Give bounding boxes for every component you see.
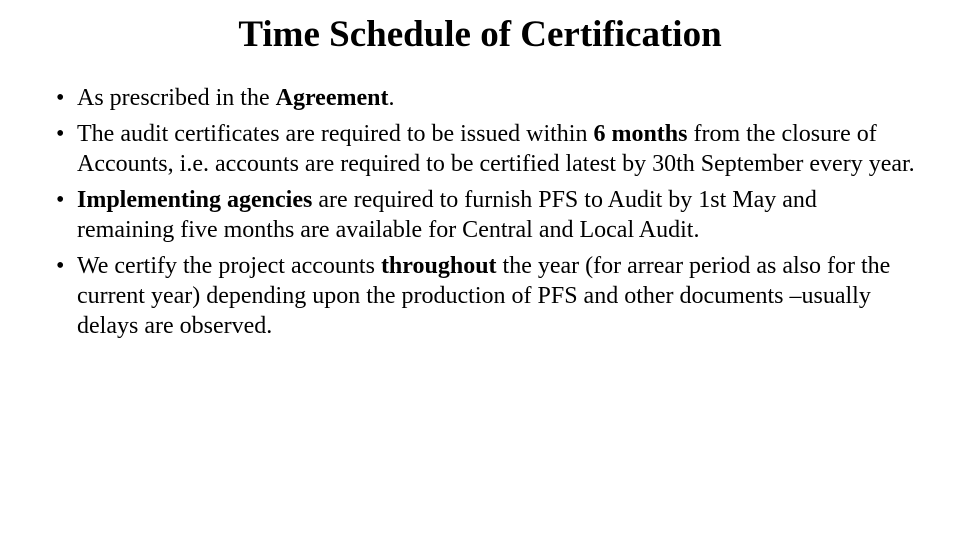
bullet-text-segment: The audit certificates are required to be issued within [77,121,594,147]
bullet-text-bold: 6 months [593,121,688,147]
bullet-item [56,185,916,245]
bullet-text-segment: from the closure of Accounts, i.e. accounts are required to be certified latest by 30th September every year. [77,121,915,177]
bullet-marker: • [56,121,65,147]
bullet-text-segment: are required to furnish PFS to Audit by 1st May and remaining five months are available for Central and Local Audit. [77,187,817,243]
bullet-marker: • [56,187,65,213]
bullet-text-segment: . [388,85,395,111]
bullet-text-bold: Agreement [275,85,389,111]
bullet-item [56,119,916,179]
slide-title: Time Schedule of Certification [238,14,722,55]
bullet-text-segment: We certify the project accounts [77,253,381,279]
bullet-item [56,83,916,113]
bullet-text-bold: throughout [380,253,497,279]
bullet-text-segment: the year (for arrear period as also for the current year) depending upon the production of PFS and other documents –usually delays are observed. [77,253,891,339]
bullet-text-bold: Implementing agencies [77,187,313,213]
bullet-marker: • [56,253,65,279]
bullet-text-segment: As prescribed in the [77,85,276,111]
bullet-list [56,83,916,347]
bullet-marker: • [56,85,65,111]
bullet-item [56,251,916,341]
